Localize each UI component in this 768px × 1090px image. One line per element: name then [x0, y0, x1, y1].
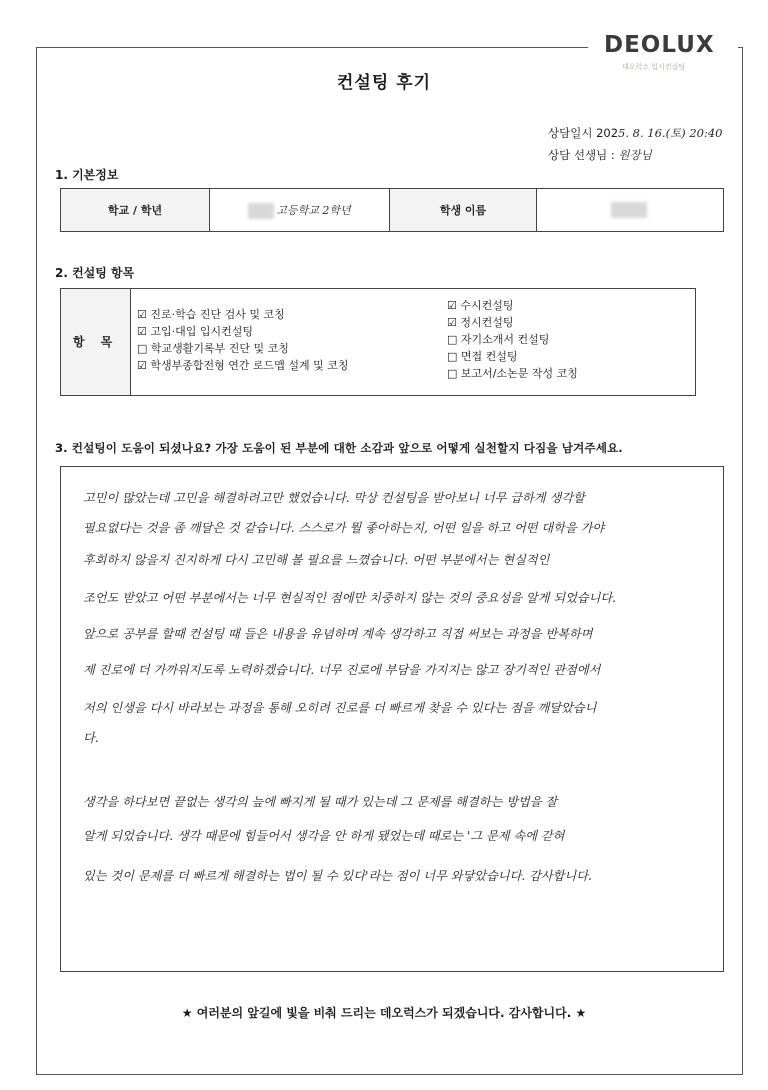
answer-line: 조언도 받았고 어떤 부분에서는 너무 현실적인 점에만 치중하지 않는 것의 중요성을 알게 되었습니다.: [83, 591, 617, 605]
item-checkbox: ☑ 학생부종합전형 연간 로드맵 설계 및 코칭: [137, 359, 349, 372]
section-basic-info-title: 1. 기본정보: [55, 168, 119, 182]
basic-info-table: [60, 188, 724, 232]
answer-line: 고민이 많았는데 고민을 해결하려고만 했었습니다. 막상 컨설팅을 받아보니 너무 급하게 생각할: [83, 491, 585, 505]
item-checkbox: □ 학교생활기록부 진단 및 코칭: [137, 342, 289, 355]
redacted-mark: [248, 203, 274, 219]
student-name-label: 학생 이름: [390, 189, 537, 232]
brand-logo: DEOLUX: [604, 32, 715, 58]
items-label: 항 목: [61, 289, 131, 395]
section-items-title: 2. 컨설팅 항목: [55, 266, 135, 280]
item-checkbox: □ 면접 컨설팅: [447, 350, 518, 363]
date-label: 상담일시 202: [548, 126, 619, 140]
answer-line: 저의 인생을 다시 바라보는 과정을 통해 오히려 진로를 더 빠르게 찾을 수 있다는 점을 깨달았습니: [83, 701, 597, 715]
consult-teacher: [548, 147, 652, 163]
answer-line: 생각을 하다보면 끝없는 생각의 늪에 빠지게 될 때가 있는데 그 문제를 해결하는 방법을 잘: [83, 795, 558, 809]
item-checkbox: ☑ 수시컨설팅: [447, 299, 514, 312]
item-checkbox: □ 자기소개서 컨설팅: [447, 333, 550, 346]
feedback-question: 3. 컨설팅이 도움이 되셨나요? 가장 도움이 된 부분에 대한 소감과 앞으로 어떻게 실천할지 다짐을 남겨주세요.: [55, 441, 623, 455]
teacher-value: 원장님: [618, 148, 652, 162]
items-left-list: [137, 306, 348, 374]
brand-subtitle: 데오럭스 입시컨설팅: [622, 63, 686, 71]
school-label: 학교 / 학년: [61, 189, 210, 232]
answer-line: 제 진로에 더 가까워지도록 노력하겠습니다. 너무 진로에 부담을 가지지는 않고 장기적인 관점에서: [83, 663, 601, 677]
footer-message: ★ 여러분의 앞길에 빛을 비춰 드리는 데오럭스가 되겠습니다. 감사합니다. ★: [181, 1006, 587, 1020]
item-checkbox: ☑ 진로·학습 진단 검사 및 코칭: [137, 308, 285, 321]
teacher-label: 상담 선생님 :: [548, 148, 615, 162]
answer-line: 알게 되었습니다. 생각 때문에 힘들어서 생각을 안 하게 됐었는데 때로는 '그 문제 속에 갇혀: [83, 829, 565, 843]
redacted-name: [611, 202, 647, 218]
school-value: 고등학교 2학년: [276, 203, 351, 217]
item-checkbox: □ 보고서/소논문 작성 코칭: [447, 367, 578, 380]
item-checkbox: ☑ 고입·대입 입시컨설팅: [137, 325, 253, 338]
consult-date: [548, 125, 722, 141]
answer-line: 다.: [83, 731, 99, 745]
items-right-list: [447, 297, 578, 382]
answer-line: 있는 것이 문제를 더 빠르게 해결하는 법이 될 수 있다'라는 점이 너무 와닿았습니다. 감사합니다.: [83, 869, 592, 883]
answer-line: 후회하지 않을지 진지하게 다시 고민해 볼 필요를 느꼈습니다. 어떤 부분에서는 현실적인: [83, 553, 550, 567]
school-value-cell: [210, 189, 390, 232]
feedback-answer-box: [60, 466, 724, 972]
student-name-cell: [537, 189, 724, 232]
consulting-items-box: [60, 288, 696, 396]
item-checkbox: ☑ 정시컨설팅: [447, 316, 514, 329]
date-value: 5. 8. 16.(토) 20:40: [618, 126, 723, 140]
answer-line: 앞으로 공부를 할때 컨설팅 때 들은 내용을 유념하며 계속 생각하고 직접 써보는 과정을 반복하며: [83, 627, 593, 641]
page-title: 컨설팅 후기: [336, 73, 432, 93]
answer-line: 필요없다는 것을 좀 깨달은 것 같습니다. 스스로가 뭘 좋아하는지, 어떤 일을 하고 어떤 대학을 가야: [83, 521, 605, 535]
